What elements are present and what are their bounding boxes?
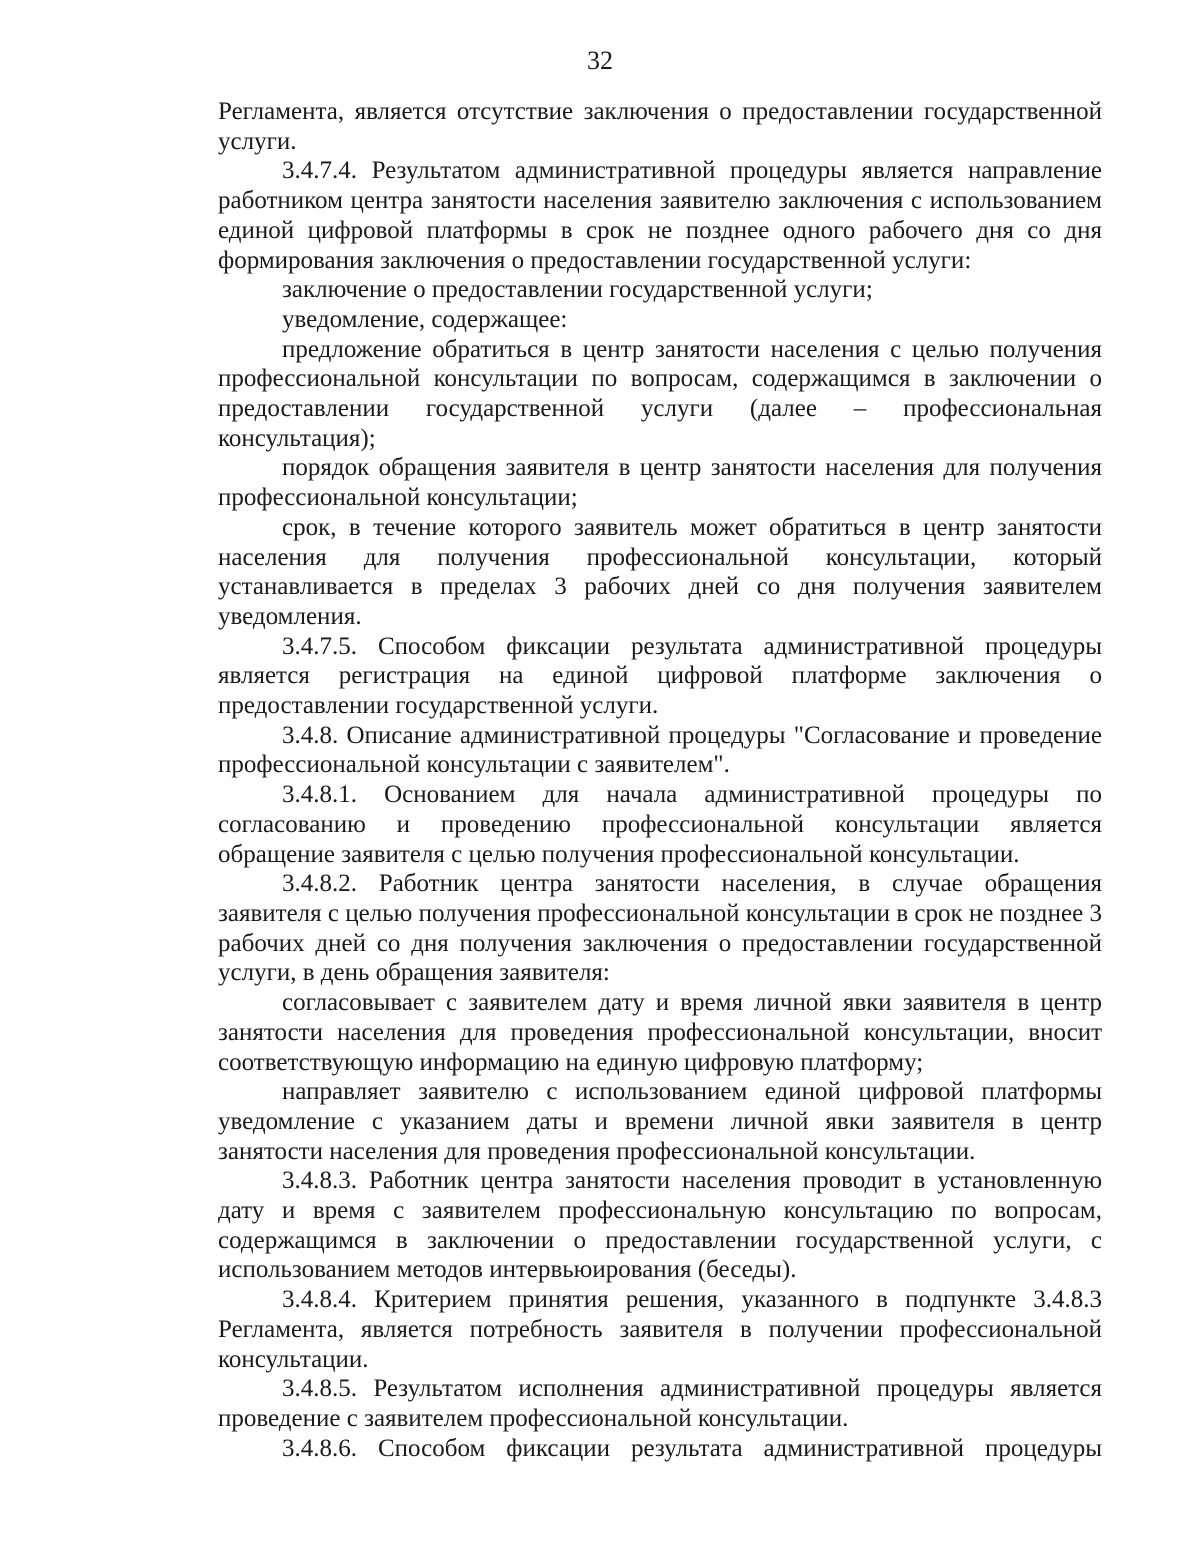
- paragraph-application-term: срок, в течение которого заявитель может обратиться в центр занятости населения для получения профессиональной консультации, который устанавливается в пределах 3 рабочих дней со дня получения заявителем уведомления.: [218, 513, 1102, 630]
- paragraph-regulation-continuation: Регламента, является отсутствие заключения о предоставлении государственной услуги.: [218, 98, 1102, 155]
- paragraph-conclusion-item: заключение о предоставлении государственной услуги;: [282, 276, 873, 304]
- paragraph-3-4-8-3: 3.4.8.3. Работник центра занятости населения проводит в установленную дату и время с заявителем профессиональную консультацию по вопросам, содержащимся в заключении о предоставлении государственной услуги, с использованием методов интервьюирования (беседы).: [218, 1167, 1102, 1284]
- page-number: 32: [587, 46, 613, 75]
- paragraph-agree-date-time: согласовывает с заявителем дату и время личной явки заявителя в центр занятости населения для проведения профессиональной консультации, вносит соответствующую информацию на единую цифровую платформу;: [218, 989, 1102, 1076]
- paragraph-3-4-8-1: 3.4.8.1. Основанием для начала административной процедуры по согласованию и проведению профессиональной консультации является обращение заявителя с целью получения профессиональной консультации.: [218, 781, 1102, 868]
- paragraph-3-4-8-2: 3.4.8.2. Работник центра занятости населения, в случае обращения заявителя с целью получения профессиональной консультации в срок не позднее 3 рабочих дней со дня получения заключения о предоставлении государственной услуги, в день обращения заявителя:: [218, 870, 1102, 987]
- paragraph-3-4-8-4: 3.4.8.4. Критерием принятия решения, указанного в подпункте 3.4.8.3 Регламента, является потребность заявителя в получении профессиональной консультации.: [218, 1286, 1102, 1373]
- paragraph-3-4-7-5: 3.4.7.5. Способом фиксации результата административной процедуры является регистрация на единой цифровой платформе заключения о предоставлении государственной услуги.: [218, 632, 1102, 720]
- paragraph-3-4-8: 3.4.8. Описание административной процедуры "Согласование и проведение профессиональной консультации с заявителем".: [218, 721, 1102, 779]
- paragraph-application-order: порядок обращения заявителя в центр занятости населения для получения профессиональной консультации;: [218, 454, 1102, 512]
- document-body: [218, 97, 1102, 1463]
- paragraph-send-notification: направляет заявителю с использованием единой цифровой платформы уведомление с указанием даты и времени личной явки заявителя в центр занятости населения для проведения профессиональной консультации.: [218, 1078, 1102, 1165]
- paragraph-offer-consultation: предложение обратиться в центр занятости населения с целью получения профессиональной консультации по вопросам, содержащимся в заключении о предоставлении государственной услуги (далее – профессиональная консультация);: [218, 335, 1102, 452]
- paragraph-notification-item: уведомление, содержащее:: [282, 305, 568, 333]
- paragraph-3-4-7-4: 3.4.7.4. Результатом административной процедуры является направление работником центра занятости населения заявителю заключения с использованием единой цифровой платформы в срок не позднее одного рабочего дня со дня формирования заключения о предоставлении государственной услуги:: [218, 157, 1102, 274]
- paragraph-3-4-8-5: 3.4.8.5. Результатом исполнения административной процедуры является проведение с заявителем профессиональной консультации.: [218, 1375, 1102, 1432]
- paragraph-3-4-8-6: 3.4.8.6. Способом фиксации результата административной процедуры: [282, 1434, 1102, 1462]
